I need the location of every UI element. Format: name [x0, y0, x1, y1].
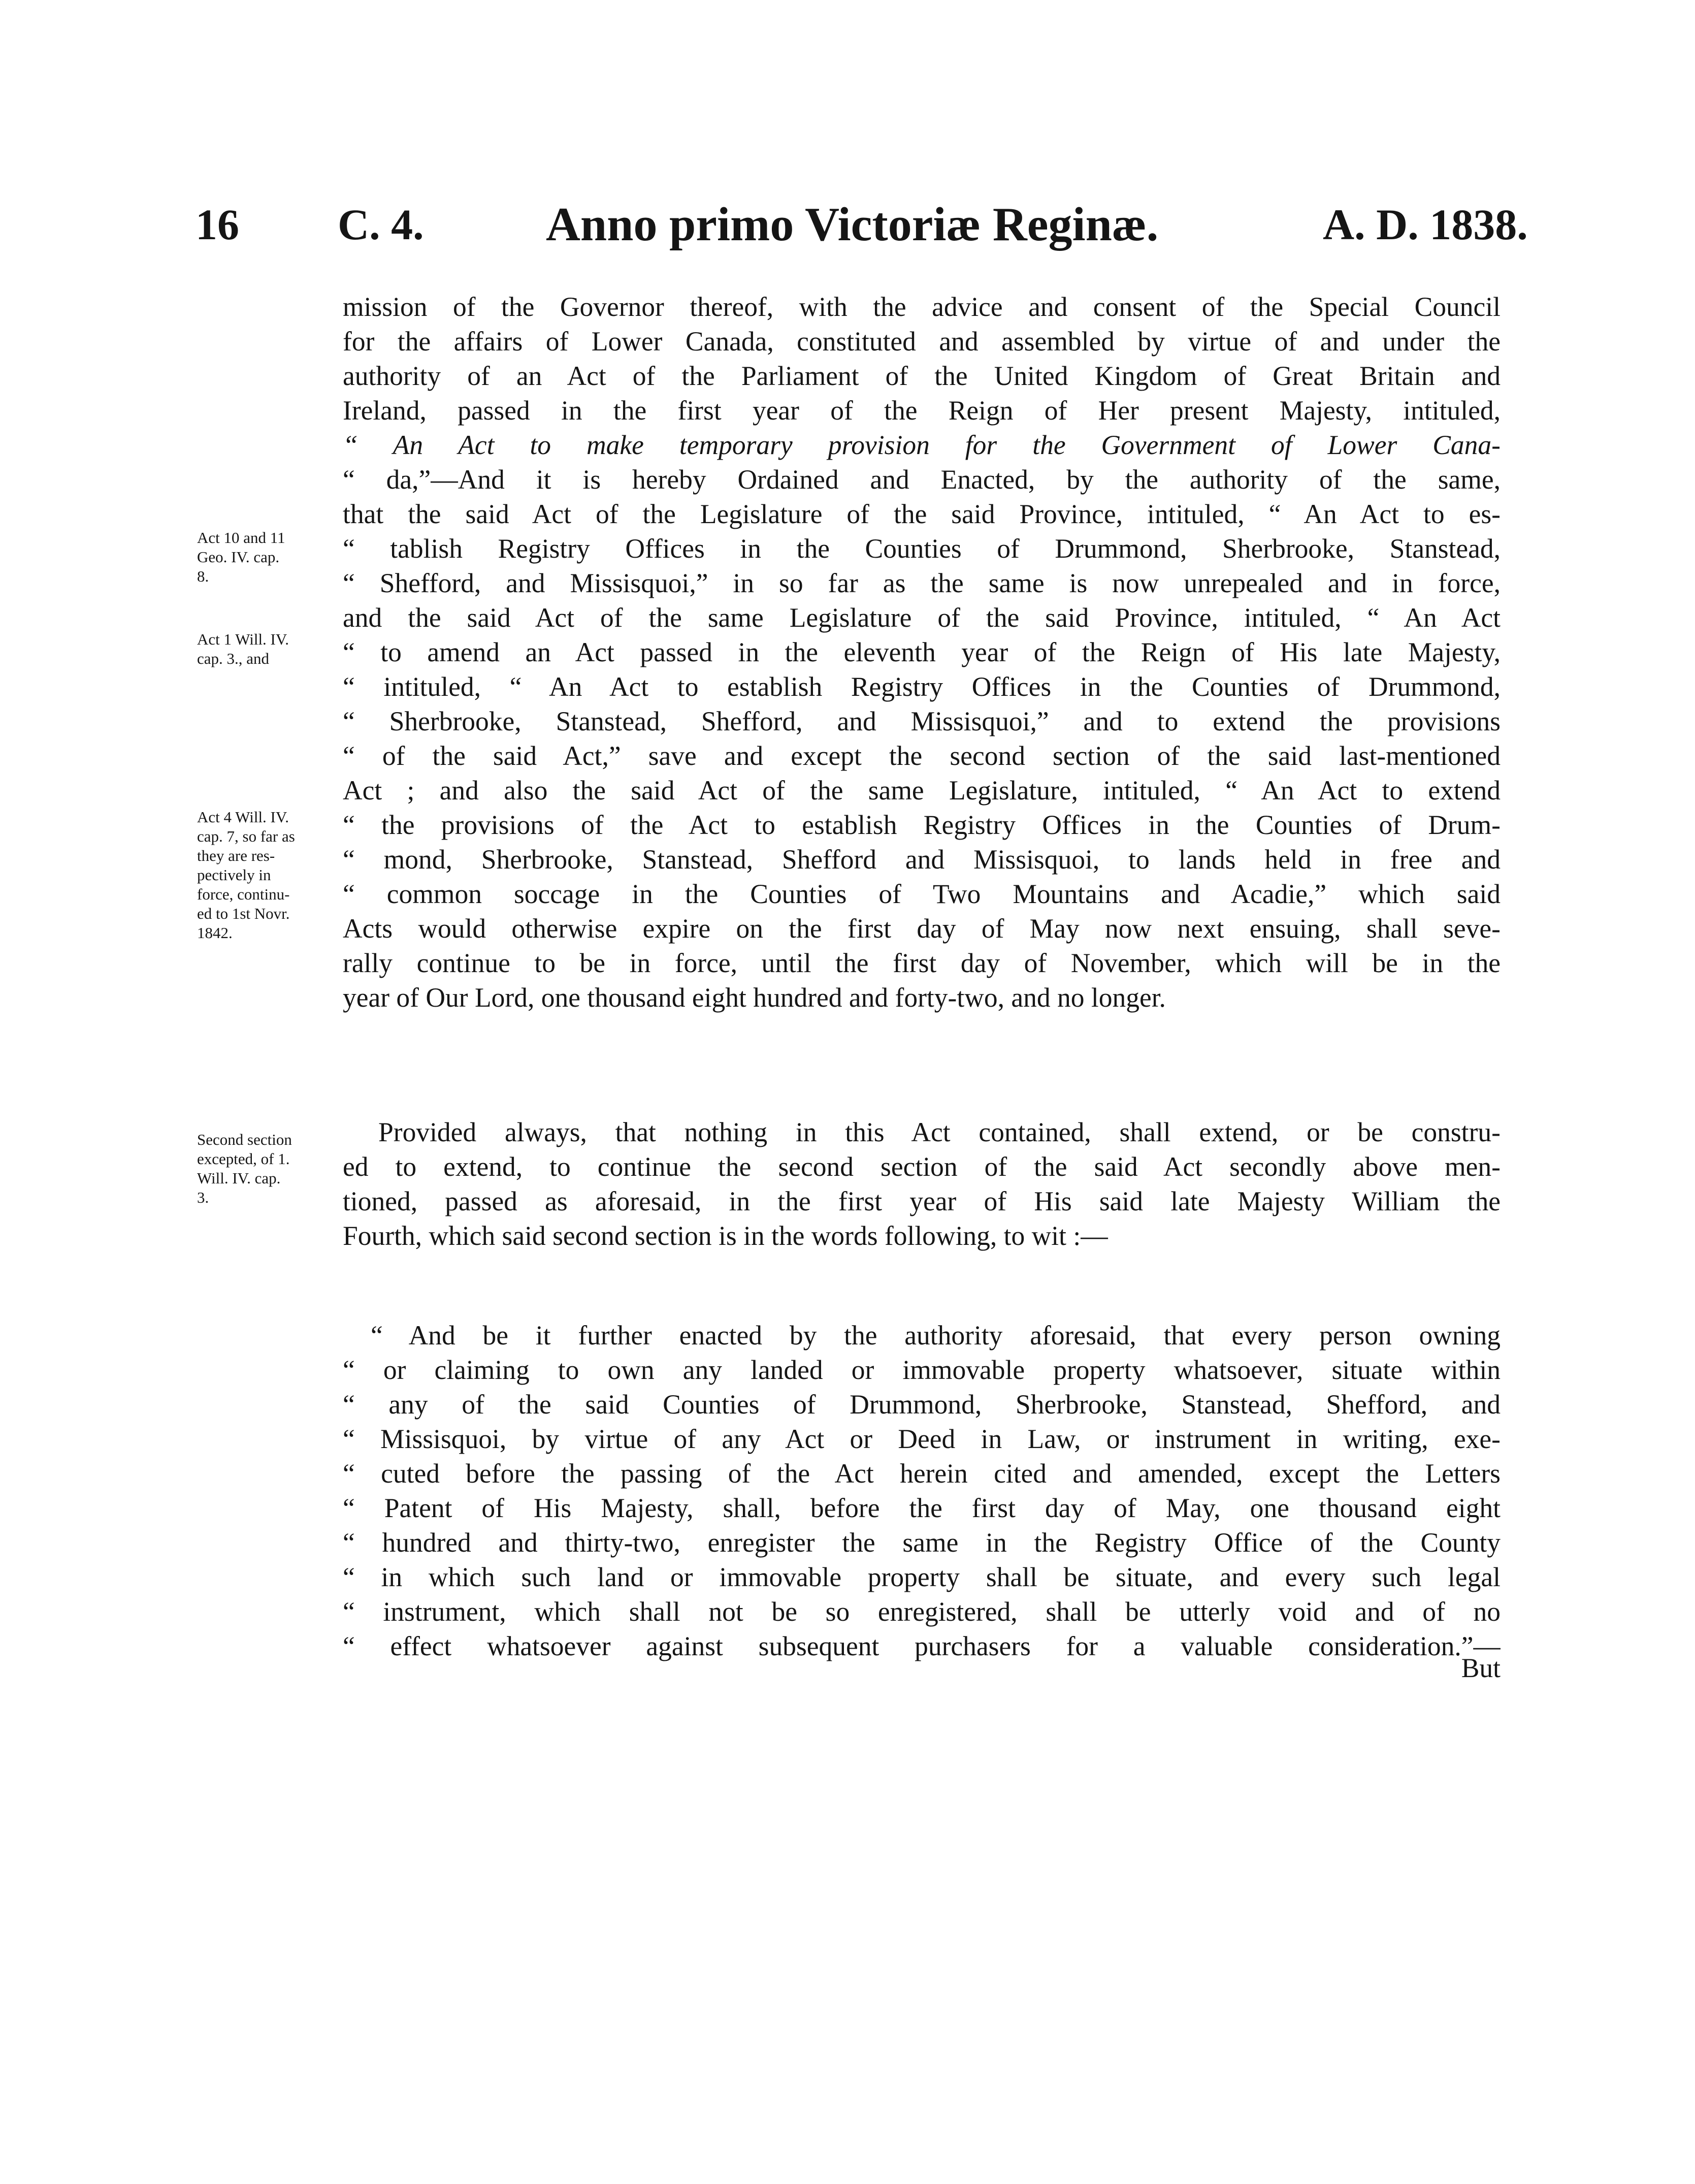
page-header-title: Anno primo Victoriæ Reginæ.: [546, 198, 1159, 251]
text-line: “ instrument, which shall not be so enregistered, shall be utterly void and of no: [343, 1596, 1501, 1627]
text-line: “ da,”—And it is hereby Ordained and Enacted, by the authority of the same,: [343, 464, 1501, 495]
margin-note-line: Second section: [197, 1131, 292, 1148]
text-line: “ Missisquoi, by virtue of any Act or Deed in Law, or instrument in writing, exe-: [343, 1424, 1501, 1454]
text-line: mission of the Governor thereof, with the advice and consent of the Special Council: [343, 292, 1501, 322]
margin-note: [197, 808, 330, 943]
margin-note-line: they are res-: [197, 847, 275, 864]
page-number: 16: [195, 200, 239, 249]
text-line: Fourth, which said second section is in the words following, to wit :—: [343, 1221, 1108, 1251]
text-line: ed to extend, to continue the second section of the said Act secondly above men-: [343, 1151, 1501, 1182]
text-line: “ common soccage in the Counties of Two Mountains and Acadie,” which said: [343, 879, 1501, 909]
margin-note: [197, 630, 330, 668]
text-line: “ effect whatsoever against subsequent purchasers for a valuable consideration.”—: [343, 1631, 1501, 1661]
text-line: “ to amend an Act passed in the eleventh year of the Reign of His late Majesty,: [343, 637, 1501, 667]
margin-note-line: force, continu-: [197, 885, 290, 903]
page-header-year: A. D. 1838.: [1323, 200, 1528, 249]
text-line: “ hundred and thirty-two, enregister the same in the Registry Office of the County: [343, 1527, 1501, 1558]
margin-note: [197, 528, 330, 586]
margin-note-line: 8.: [197, 567, 209, 585]
text-line: “ or claiming to own any landed or immovable property whatsoever, situate within: [343, 1355, 1501, 1385]
text-line: “ the provisions of the Act to establish Registry Offices in the Counties of Drum-: [343, 810, 1501, 840]
margin-note-line: Geo. IV. cap.: [197, 548, 280, 566]
text-line: Act ; and also the said Act of the same Legislature, intituled, “ An Act to extend: [343, 775, 1501, 806]
margin-note-line: cap. 3., and: [197, 650, 270, 667]
enacting-paragraph: [343, 290, 1501, 1015]
margin-note-line: 1842.: [197, 924, 233, 942]
proviso-paragraph: [343, 1115, 1501, 1253]
text-line: “ intituled, “ An Act to establish Registry Offices in the Counties of Drummond,: [343, 671, 1501, 702]
margin-note-line: 3.: [197, 1189, 209, 1206]
text-line: Provided always, that nothing in this Act contained, shall extend, or be constru-: [378, 1117, 1501, 1147]
text-line: “ any of the said Counties of Drummond, Sherbrooke, Stanstead, Shefford, and: [343, 1389, 1501, 1420]
margin-note-line: excepted, of 1.: [197, 1150, 290, 1168]
text-line: for the affairs of Lower Canada, constituted and assembled by virtue of and under the: [343, 326, 1501, 357]
margin-note-line: ed to 1st Novr.: [197, 905, 290, 922]
margin-note-line: cap. 7, so far as: [197, 827, 295, 845]
text-line: “ mond, Sherbrooke, Stanstead, Shefford and Missisquoi, to lands held in free and: [343, 844, 1501, 875]
text-line: “ of the said Act,” save and except the second section of the said last-mentioned: [343, 741, 1501, 771]
catchword: But: [1461, 1653, 1501, 1683]
text-line: “ Sherbrooke, Stanstead, Shefford, and Missisquoi,” and to extend the provisions: [343, 706, 1501, 736]
quoted-section: [343, 1318, 1501, 1663]
text-line: authority of an Act of the Parliament of the United Kingdom of Great Britain and: [343, 361, 1501, 391]
margin-note-line: Act 1 Will. IV.: [197, 630, 289, 648]
margin-note: [197, 1130, 330, 1207]
text-line: “ Patent of His Majesty, shall, before the first day of May, one thousand eight: [343, 1493, 1501, 1523]
margin-note-line: Will. IV. cap.: [197, 1169, 281, 1187]
text-line: Acts would otherwise expire on the first day of May now next ensuing, shall seve-: [343, 913, 1501, 944]
text-line: Ireland, passed in the first year of the Reign of Her present Majesty, intituled,: [343, 395, 1501, 426]
margin-note-line: Act 10 and 11: [197, 529, 285, 547]
text-line: “ An Act to make temporary provision for the Government of Lower Cana-: [343, 430, 1501, 460]
text-line: year of Our Lord, one thousand eight hundred and forty-two, and no longer.: [343, 982, 1166, 1013]
text-line: “ cuted before the passing of the Act herein cited and amended, except the Letters: [343, 1458, 1501, 1489]
text-line: “ in which such land or immovable property shall be situate, and every such legal: [343, 1562, 1501, 1592]
text-line: that the said Act of the Legislature of the said Province, intituled, “ An Act to es-: [343, 499, 1501, 529]
margin-note-line: pectively in: [197, 866, 271, 884]
catchword-block: [343, 1651, 1501, 1685]
text-line: rally continue to be in force, until the first day of November, which will be in the: [343, 948, 1501, 978]
text-line: “ Shefford, and Missisquoi,” in so far as the same is now unrepealed and in force,: [343, 568, 1501, 598]
chapter-label: C. 4.: [338, 200, 424, 249]
margin-note-line: Act 4 Will. IV.: [197, 808, 289, 826]
text-line: “ And be it further enacted by the authority aforesaid, that every person owning: [371, 1320, 1501, 1351]
text-line: tioned, passed as aforesaid, in the first year of His said late Majesty William the: [343, 1186, 1501, 1216]
text-line: “ tablish Registry Offices in the Counties of Drummond, Sherbrooke, Stanstead,: [343, 533, 1501, 564]
text-line: and the said Act of the same Legislature of the said Province, intituled, “ An Act: [343, 602, 1501, 633]
